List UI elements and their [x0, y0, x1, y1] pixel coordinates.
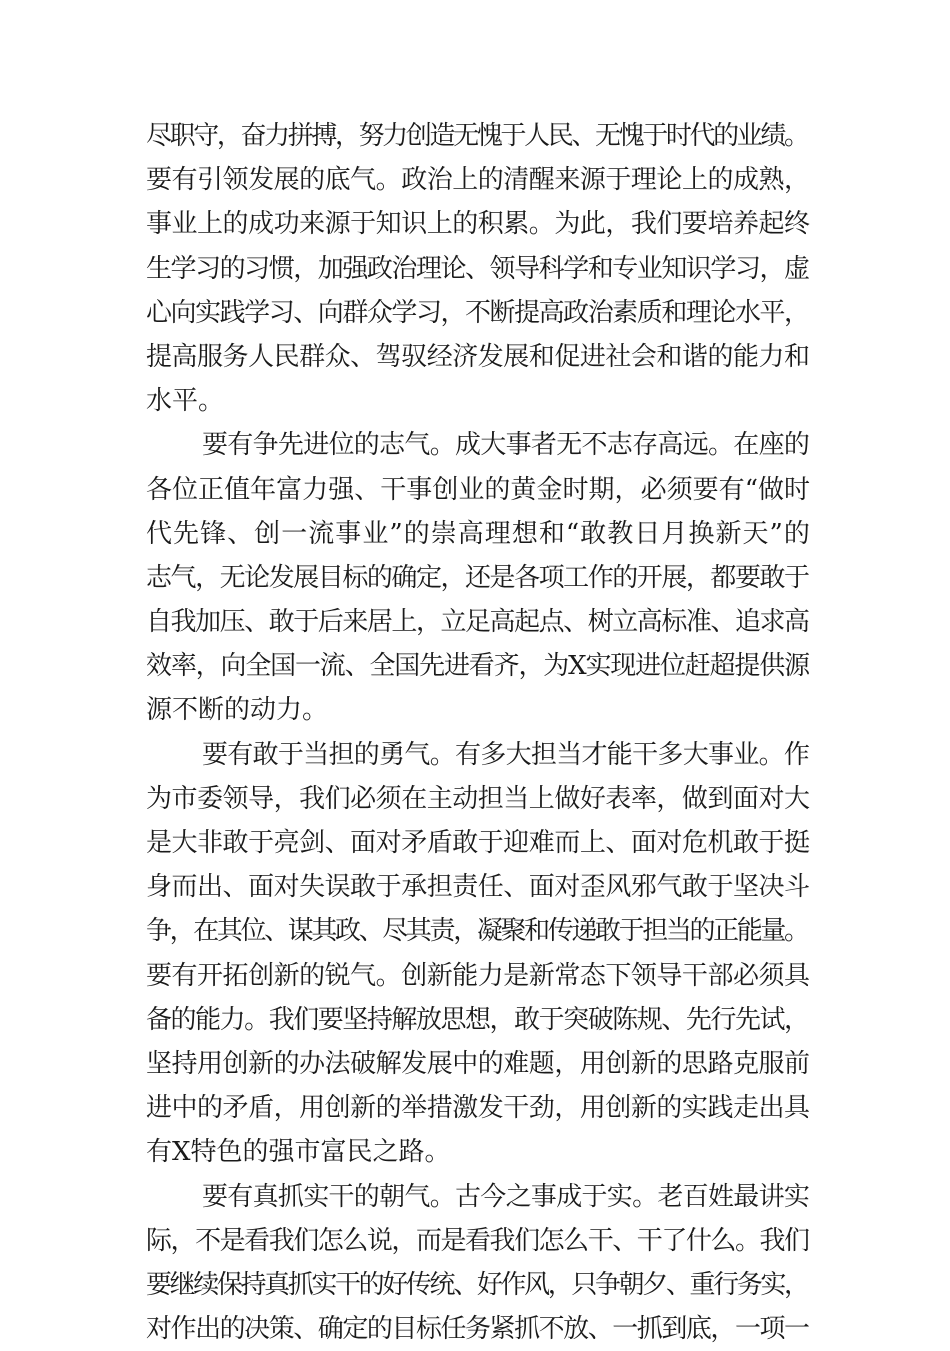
- text-line: 志气，无论发展目标的确定，还是各项工作的开展，都要敢于: [146, 562, 809, 593]
- body-text: [146, 114, 810, 1351]
- text-line: 进中的矛盾，用创新的举措激发干劲，用创新的实践走出具: [146, 1093, 810, 1124]
- text-line: 坚持用创新的办法破解发展中的难题，用创新的思路克服前: [146, 1048, 810, 1079]
- text-line: 对作出的决策、确定的目标任务紧抓不放、一抓到底，一项一: [146, 1314, 809, 1345]
- text-line: 提高服务人民群众、驾驭经济发展和促进社会和谐的能力和: [146, 341, 810, 372]
- text-line: 争，在其位、谋其政、尽其责，凝聚和传递敢于担当的正能量。: [146, 916, 808, 947]
- text-line: 事业上的成功来源于知识上的积累。为此，我们要培养起终: [146, 209, 810, 240]
- text-line: 尽职守，奋力拼搏，努力创造无愧于人民、无愧于时代的业绩。: [146, 121, 808, 151]
- text-line: 水平。: [146, 386, 225, 417]
- text-line: 备的能力。我们要坚持解放思想，敢于突破陈规、先行先试，: [146, 1004, 809, 1035]
- text-line: 效率，向全国一流、全国先进看齐，为X实现进位赶超提供源: [146, 651, 809, 682]
- text-line: 各位正值年富力强、干事创业的黄金时期，必须要有“做时: [146, 474, 811, 505]
- text-line: 要继续保持真抓实干的好传统、好作风，只争朝夕、重行务实，: [146, 1269, 808, 1300]
- text-line: 要有争先进位的志气。成大事者无不志存高远。在座的: [202, 430, 810, 461]
- text-line: 要有敢于当担的勇气。有多大担当才能干多大事业。作: [202, 739, 810, 770]
- text-line: 是大非敢于亮剑、面对矛盾敢于迎难而上、面对危机敢于挺: [146, 828, 810, 858]
- text-line: 源不断的动力。: [146, 695, 329, 726]
- text-line: 要有开拓创新的锐气。创新能力是新常态下领导干部必须具: [146, 960, 810, 991]
- text-line: 自我加压、敢于后来居上，立足高起点、树立高标准、追求高: [146, 607, 809, 638]
- text-line: 生学习的习惯，加强政治理论、领导科学和专业知识学习，虚: [146, 253, 809, 284]
- text-line: 为市委领导，我们必须在主动担当上做好表率，做到面对大: [146, 783, 810, 814]
- text-line: 际，不是看我们怎么说，而是看我们怎么干、干了什么。我们: [146, 1225, 809, 1256]
- text-line: 要有真抓实干的朝气。古今之事成于实。老百姓最讲实: [202, 1181, 810, 1212]
- text-line: 代先锋、创一流事业”的崇高理想和“敢教日月换新天”的: [146, 518, 811, 549]
- text-line: 有X特色的强市富民之路。: [146, 1137, 451, 1168]
- text-line: 身而出、面对失误敢于承担责任、面对歪风邪气敢于坚决斗: [146, 872, 810, 903]
- text-line: 要有引领发展的底气。政治上的清醒来源于理论上的成熟，: [146, 165, 810, 196]
- text-line: 心向实践学习、向群众学习，不断提高政治素质和理论水平，: [146, 297, 809, 328]
